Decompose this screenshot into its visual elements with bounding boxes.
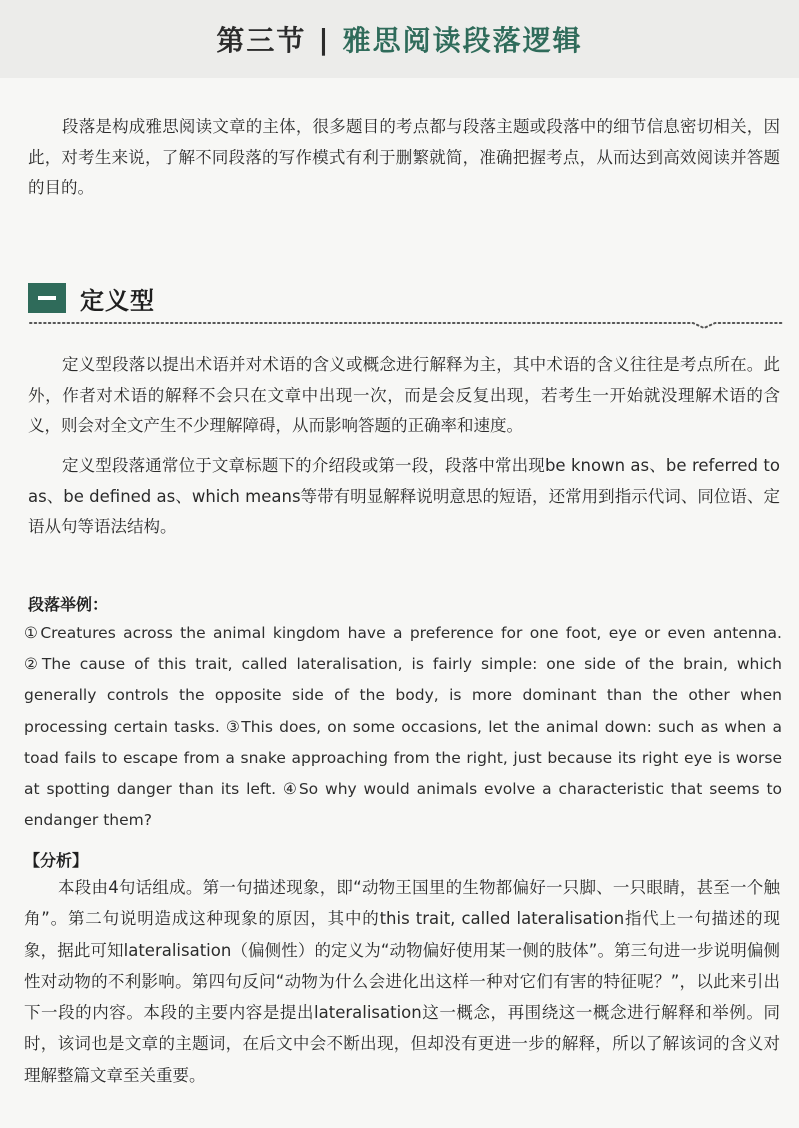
intro-paragraph: 段落是构成雅思阅读文章的主体，很多题目的考点都与段落主题或段落中的细节信息密切相关，因此，对考生来说，了解不同段落的写作模式有利于删繁就简，准确把握考点，从而达到高效阅读并答题的目的。: [28, 117, 780, 197]
dash-icon: [38, 296, 56, 300]
analysis-label: 【分析】: [24, 851, 89, 870]
section-title: 雅思阅读段落逻辑: [342, 24, 583, 57]
section-number: 第三节: [216, 24, 307, 57]
subsection-heading: [28, 282, 155, 314]
definition-paragraph-1: 定义型段落以提出术语并对术语的含义或概念进行解释为主，其中术语的含义往往是考点所在。此外，作者对术语的解释不会只在文章中出现一次，而是会反复出现，若考生一开始就没理解术语的含义，则会对全文产生不少理解障碍，从而影响答题的正确率和速度。: [28, 355, 780, 435]
subsection-badge: [28, 283, 66, 313]
analysis-paragraph: 本段由4句话组成。第一句描述现象，即“动物王国里的生物都偏好一只脚、一只眼睛，甚至一个触角”。第二句说明造成这种现象的原因，其中的this trait, called lateralisation指代上一句描述的现象，据此可知lateralisation（偏侧性）的定义为“动物偏好使用某一侧的肢体”。第三句进一步说明偏侧性对动物的不利影响。第四句反问“动物为什么会进化出这样一种对它们有害的特征呢？”，以此来引出下一段的内容。本段的主要内容是提出lateralisation这一概念，再围绕这一概念进行解释和举例。同时，该词也是文章的主题词，在后文中会不断出现，但却没有更进一步的解释，所以了解该词的含义对理解整篇文章至关重要。: [24, 878, 780, 1085]
subsection-title: 定义型: [80, 286, 155, 315]
example-paragraph: ①Creatures across the animal kingdom have a preference for one foot, eye or even antenna. ②The cause of this trait, called lateralisation, is fairly simple: one side of the brain, which generally controls the opposite side of the body, is more dominant than the other when processing certain tasks. ③This does, on some occasions, let the animal down: such as when a toad fails to escape from a snake approaching from the right, just because its right eye is worse at spotting danger than its left. ④So why would animals evolve a characteristic that seems to endanger them?: [24, 624, 782, 830]
definition-paragraph-2: 定义型段落通常位于文章标题下的介绍段或第一段，段落中常出现be known as、be referred to as、be defined as、which means等带有明显解释说明意思的短语，还常用到指示代词、同位语、定语从句等语法结构。: [28, 456, 780, 536]
example-label: 段落举例：: [28, 595, 109, 614]
dotted-divider: [28, 318, 786, 330]
page-header: [0, 0, 799, 78]
title-separator: |: [318, 22, 331, 56]
